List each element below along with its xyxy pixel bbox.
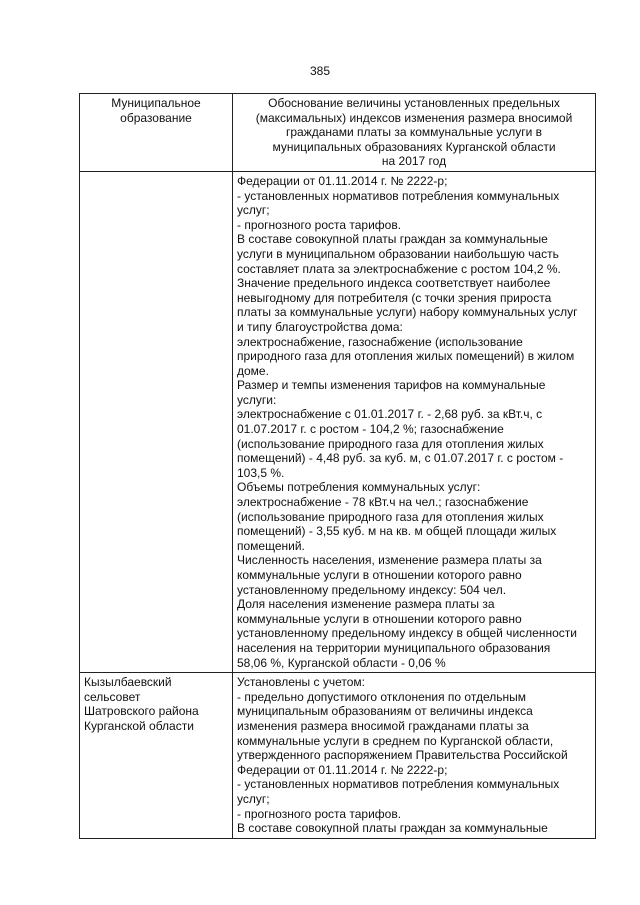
justification-cell <box>233 673 596 839</box>
text-line: Значение предельного индекса соответствует наиболее <box>237 276 551 291</box>
page-number: 385 <box>309 64 331 78</box>
header-justification <box>233 94 596 172</box>
municipality-line: Курганской области <box>84 718 194 733</box>
text-line: электроснабжение с 01.01.2017 г. - 2,68 руб. за кВт.ч, с <box>237 407 543 422</box>
text-line: изменения размера вносимой гражданами платы за <box>237 718 529 733</box>
header-line: гражданами платы за коммунальные услуги в <box>285 125 543 140</box>
text-line: услуг; <box>237 791 270 806</box>
text-line: установленному предельному индексу в общей численности <box>237 626 577 641</box>
justification-table <box>79 93 596 839</box>
table-row <box>80 673 596 839</box>
text-line: Размер и темпы изменения тарифов на коммунальные <box>237 378 546 393</box>
table-header-row <box>80 94 596 172</box>
text-line: доме. <box>237 363 269 378</box>
text-line: Федерации от 01.11.2014 г. № 2222-р; <box>237 762 448 777</box>
text-line: коммунальные услуги в отношении которого равно <box>237 568 522 582</box>
text-line: платы за коммунальные услуги) набору коммунальных услуг <box>237 305 578 320</box>
header-line: Муниципальное <box>111 96 201 110</box>
text-line: - установленных нормативов потребления коммунальных <box>237 777 560 792</box>
text-line: коммунальные услуги в среднем по Курганской области, <box>237 733 554 748</box>
text-line: составляет плата за электроснабжение с ростом 104,2 %. <box>237 261 561 276</box>
text-line: электроснабжение - 78 кВт.ч на чел.; газоснабжение <box>237 495 529 510</box>
text-line: населения на территории муниципального образования <box>237 640 551 655</box>
municipality-cell <box>80 673 233 839</box>
text-line: 58,06 %, Курганской области - 0,06 % <box>237 655 446 670</box>
text-line: услуг; <box>237 203 270 218</box>
text-line: - предельно допустимого отклонения по отдельным <box>237 689 526 704</box>
text-line: Федерации от 01.11.2014 г. № 2222-р; <box>237 173 448 188</box>
header-municipality <box>80 94 233 172</box>
text-line: коммунальные услуги в отношении которого равно <box>237 611 522 626</box>
table-row <box>80 171 596 672</box>
text-line: (использование природного газа для отопления жилых <box>237 436 544 451</box>
text-line: помещений. <box>237 538 305 553</box>
justification-cell <box>233 171 596 672</box>
text-line: В составе совокупной платы граждан за коммунальные <box>237 232 548 247</box>
text-line: 103,5 %. <box>237 465 285 480</box>
municipality-cell <box>80 171 233 672</box>
text-line: услуги в муниципальном образовании наибольшую часть <box>237 246 559 261</box>
header-line: Обоснование величины установленных предельных <box>268 96 560 110</box>
text-line: и типу благоустройства дома: <box>237 319 403 334</box>
text-line: - прогнозного роста тарифов. <box>237 806 402 821</box>
text-line: помещений) - 4,48 руб. за куб. м, с 01.07.2017 г. с ростом - <box>237 451 564 466</box>
municipality-line: сельсовет <box>84 689 141 704</box>
text-line: 01.07.2017 г. с ростом - 104,2 %; газоснабжение <box>237 422 504 437</box>
text-line: помещений) - 3,55 куб. м на кв. м общей площади жилых <box>237 524 557 539</box>
text-line: Объемы потребления коммунальных услуг: <box>237 480 481 495</box>
header-line: муниципальных образованиях Курганской области <box>272 139 556 154</box>
text-line: Численность населения, изменение размера платы за <box>237 553 542 568</box>
text-line: В составе совокупной платы граждан за коммунальные <box>237 821 548 836</box>
text-line: невыгодному для потребителя (с точки зрения прироста <box>237 290 552 305</box>
text-line: утвержденного распоряжением Правительства Российской <box>237 748 568 763</box>
header-line: на 2017 год <box>381 154 447 169</box>
text-line: природного газа для отопления жилых помещений) в жилом <box>237 349 575 364</box>
text-line: услуги: <box>237 392 277 407</box>
text-line: - установленных нормативов потребления коммунальных <box>237 188 560 203</box>
text-line: (использование природного газа для отопления жилых <box>237 509 544 524</box>
text-line: - прогнозного роста тарифов. <box>237 217 402 232</box>
header-line: образование <box>120 110 192 125</box>
text-line: Доля населения изменение размера платы за <box>237 597 495 612</box>
header-line: (максимальных) индексов изменения размера вносимой <box>255 110 573 125</box>
text-line: электроснабжение, газоснабжение (использование <box>237 334 523 349</box>
text-line: установленному предельному индексу: 504 чел. <box>237 582 507 597</box>
municipality-line: Шатровского района <box>84 704 199 719</box>
municipality-line: Кызылбаевский <box>84 675 172 690</box>
text-line: Установлены с учетом: <box>237 675 365 690</box>
text-line: муниципальным образованиям от величины индекса <box>237 704 533 719</box>
